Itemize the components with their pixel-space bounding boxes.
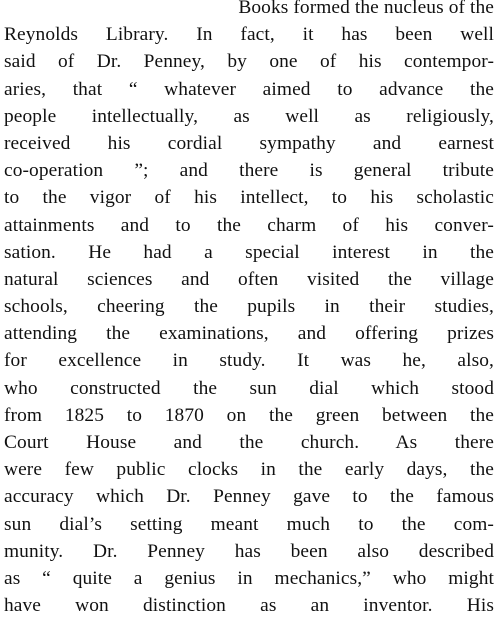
text-line-20: sun dial’s setting meant much to the com- <box>4 513 494 535</box>
text-line-19: accuracy which Dr. Penney gave to the famous <box>4 486 494 508</box>
text-line-5: people intellectually, as well as religiously, <box>4 105 494 127</box>
text-line-8: to the vigor of his intellect, to his scholastic <box>4 187 494 209</box>
body-text <box>4 0 494 619</box>
text-line-9: attainments and to the charm of his conver- <box>4 214 494 236</box>
text-line-18: were few public clocks in the early days, the <box>4 459 494 481</box>
text-line-2: Reynolds Library. In fact, it has been well <box>4 24 494 46</box>
text-line-17: Court House and the church. As there <box>4 432 494 453</box>
text-line-6: received his cordial sympathy and earnest <box>4 132 494 154</box>
text-line-10: sation. He had a special interest in the <box>4 241 494 263</box>
text-line-21: munity. Dr. Penney has been also described <box>4 540 494 562</box>
text-line-3: said of Dr. Penney, by one of his contempor- <box>4 51 494 73</box>
text-line-14: for excellence in study. It was he, also, <box>4 350 494 372</box>
text-line-12: schools, cheering the pupils in their studies, <box>4 296 494 318</box>
text-line-15: who constructed the sun dial which stood <box>4 377 494 399</box>
text-line-1: Books formed the nucleus of the <box>238 0 494 18</box>
text-line-22: as “ quite a genius in mechanics,” who might <box>4 567 494 589</box>
text-line-13: attending the examinations, and offering prizes <box>4 323 494 345</box>
text-line-11: natural sciences and often visited the village <box>4 268 494 290</box>
text-line-16: from 1825 to 1870 on the green between the <box>4 404 494 426</box>
text-line-23: have won distinction as an inventor. His <box>4 595 494 617</box>
text-line-7: co-operation ”; and there is general tribute <box>4 160 494 182</box>
text-line-4: aries, that “ whatever aimed to advance the <box>4 78 494 100</box>
